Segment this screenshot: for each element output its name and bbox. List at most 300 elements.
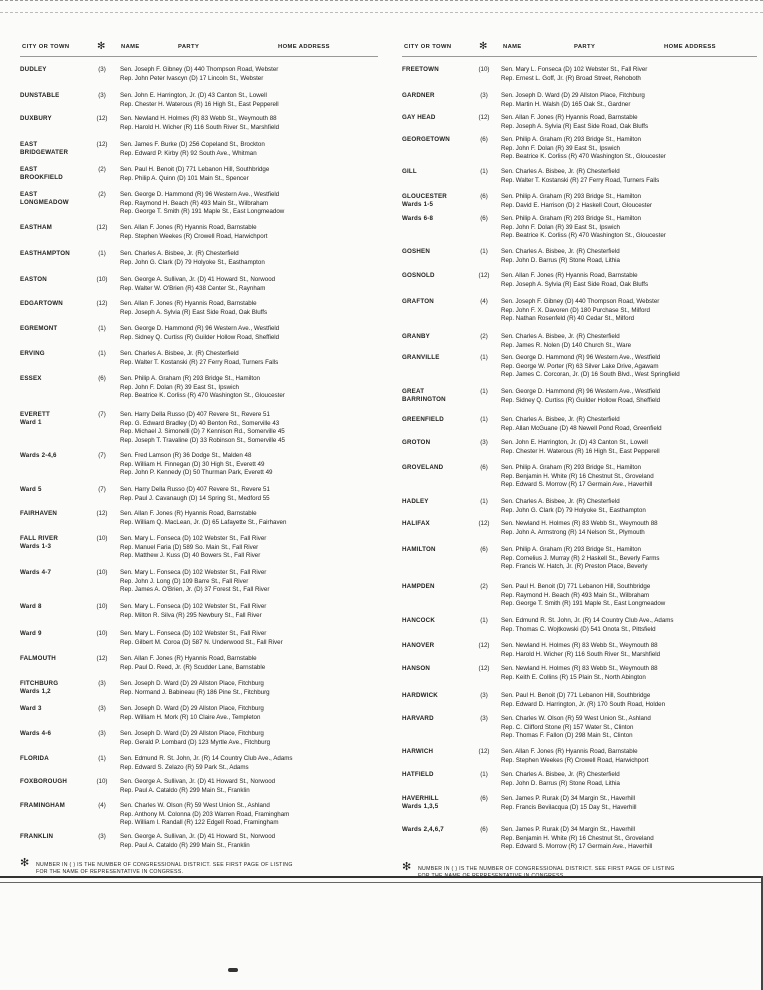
district-number: (6) — [480, 193, 488, 200]
legislator-list — [120, 166, 269, 183]
legislator-list — [120, 250, 265, 267]
district-number: (4) — [98, 802, 106, 809]
legislator-list — [501, 692, 665, 709]
legislator-line: Rep. Joseph A. Sylvia (R) East Side Road, Oak Bluffs — [501, 122, 649, 130]
legislator-line: Rep. Thomas F. Fallon (D) 298 Main St., Clinton — [501, 732, 633, 740]
town-name: HARDWICK — [402, 692, 438, 699]
legislator-list — [120, 569, 269, 595]
legislator-line: Sen. Edmund R. St. John, Jr. (R) 14 Country Club Ave., Adams — [120, 755, 293, 762]
legislator-list — [501, 272, 648, 289]
legislator-line: Rep. Benjamin H. White (R) 16 Chestnut St., Groveland — [501, 834, 654, 842]
town-name: Ward 5 — [20, 486, 42, 493]
left-column — [20, 41, 378, 875]
legislator-list — [501, 136, 666, 162]
district-number: (3) — [98, 705, 106, 712]
legislator-line: Sen. Joseph F. Gibney (D) 440 Thompson Road, Webster — [120, 66, 279, 73]
town-name: Wards 2-4,6 — [20, 452, 57, 459]
legislator-list — [501, 439, 660, 456]
town-name: DUDLEY — [20, 66, 47, 73]
header-rule — [402, 56, 757, 57]
town-name: HANSON — [402, 665, 431, 672]
legislator-line: Rep. Francis Bevilacqua (D) 15 Day St., Haverhill — [501, 803, 637, 811]
legislator-line: Sen. Charles A. Bisbee, Jr. (R) Chesterfield — [501, 416, 620, 423]
legislator-line: Sen. Charles A. Bisbee, Jr. (R) Chesterfield — [120, 250, 239, 257]
legislator-line: Rep. Matthew J. Kuss (D) 40 Bowers St., Fall River — [120, 552, 261, 560]
town-name: FRAMINGHAM — [20, 802, 65, 809]
district-number: (1) — [98, 755, 106, 762]
legislator-list — [501, 498, 646, 515]
footnote-text: NUMBER IN ( ) IS THE NUMBER OF CONGRESSIONAL DISTRICT. SEE FIRST PAGE OF LISTING FOR THE NAME OF REPRESENTATIVE IN CONGRESS. — [418, 866, 675, 879]
legislator-line: Sen. Newland H. Holmes (R) 83 Webb St., Weymouth 88 — [501, 642, 658, 649]
legislator-line: Rep. Edward S. Morrow (R) 17 Germain Ave., Haverhill — [501, 843, 653, 851]
legislator-line: Rep. Edward S. Zelazo (R) 59 Park St., Adams — [120, 763, 249, 771]
legislator-line: Sen. George D. Hammond (R) 96 Western Ave., Westfield — [120, 191, 280, 198]
legislator-list — [120, 510, 286, 527]
legislator-line: Sen. Newland H. Holmes (R) 83 Webb St., Weymouth 88 — [120, 115, 277, 122]
legislator-line: Sen. Paul H. Benoit (D) 771 Lebanon Hill, Southbridge — [501, 692, 651, 699]
header-city: CITY OR TOWN — [22, 44, 70, 50]
legislator-list — [120, 755, 293, 772]
legislator-line: Rep. Joseph A. Sylvia (R) East Side Road, Oak Bluffs — [120, 308, 268, 316]
district-number: (12) — [478, 114, 490, 121]
bottom-rule-secondary — [0, 882, 763, 883]
legislator-line: Sen. Mary L. Fonseca (D) 102 Webster St., Fall River — [120, 630, 267, 637]
town-name: ESSEX — [20, 375, 42, 382]
district-number: (2) — [98, 191, 106, 198]
legislator-list — [120, 276, 275, 293]
legislator-line: Rep. Manuel Faria (D) 589 So. Main St., Fall River — [120, 543, 259, 551]
district-number: (3) — [480, 715, 488, 722]
legislator-line: Sen. James P. Rurak (D) 34 Margin St., Haverhill — [501, 826, 635, 833]
legislator-line: Sen. Philip A. Graham (R) 293 Bridge St., Hamilton — [120, 375, 260, 382]
town-name: EDGARTOWN — [20, 300, 63, 307]
legislator-line: Sen. Joseph D. Ward (D) 29 Allston Place, Fitchburg — [120, 705, 264, 712]
district-number: (3) — [98, 66, 106, 73]
top-edge — [0, 0, 763, 17]
legislator-line: Sen. Charles A. Bisbee, Jr. (R) Chesterfield — [501, 168, 620, 175]
town-name: Wards 6-8 — [402, 215, 434, 222]
legislator-list — [120, 705, 264, 722]
legislator-line: Rep. James C. Corcoran, Jr. (D) 16 South Blvd., West Springfield — [501, 371, 680, 379]
legislator-list — [120, 300, 267, 317]
legislator-line: Rep. William I. Randall (R) 122 Edgell Road, Framingham — [120, 819, 279, 827]
district-number: (1) — [98, 250, 106, 257]
legislator-list — [501, 388, 660, 405]
town-name: EVERETT Ward 1 — [20, 411, 50, 426]
legislator-line: Rep. Beatrice K. Corliss (R) 470 Washington St., Gloucester — [501, 232, 666, 240]
legislator-line: Rep. Beatrice K. Corliss (R) 470 Washington St., Gloucester — [501, 153, 666, 161]
district-number: (6) — [480, 464, 488, 471]
town-name: FITCHBURG Wards 1,2 — [20, 680, 59, 695]
legislator-line: Sen. Charles A. Bisbee, Jr. (R) Chesterfield — [501, 333, 620, 340]
district-number: (12) — [96, 300, 108, 307]
top-edge-line — [0, 12, 763, 13]
legislator-list — [501, 464, 654, 490]
legislator-line: Sen. Philip A. Graham (R) 293 Bridge St., Hamilton — [501, 464, 641, 471]
legislator-line: Rep. Francis W. Hatch, Jr. (R) Preston Place, Beverly — [501, 563, 648, 571]
legislator-line: Rep. Raymond H. Beach (R) 493 Main St., Wilbraham — [501, 591, 650, 599]
town-name: Ward 9 — [20, 630, 42, 637]
district-number: (6) — [480, 215, 488, 222]
footnote-star-icon: ✻ — [20, 857, 30, 869]
legislator-line: Rep. Benjamin H. White (R) 16 Chestnut St., Groveland — [501, 472, 654, 480]
legislator-line: Rep. William Q. MacLean, Jr. (D) 65 Lafayette St., Fairhaven — [120, 518, 287, 526]
legislator-line: Rep. Joseph A. Sylvia (R) East Side Road, Oak Bluffs — [501, 280, 649, 288]
legislator-line: Rep. Joseph T. Travaline (D) 33 Robinson St., Somerville 45 — [120, 436, 285, 444]
legislator-line: Sen. Joseph F. Gibney (D) 440 Thompson Road, Webster — [501, 298, 660, 305]
legislator-line: Rep. John Peter Ivascyn (D) 17 Lincoln St., Webster — [120, 74, 264, 82]
legislator-line: Sen. John E. Harrington, Jr. (D) 43 Canton St., Lowell — [501, 439, 648, 446]
legislator-line: Rep. Edward P. Kirby (R) 92 South Ave., Whitman — [120, 149, 257, 157]
legislator-line: Rep. John F. Dolan (R) 39 East St., Ipswich — [501, 223, 620, 231]
district-number: (6) — [480, 826, 488, 833]
legislator-list — [501, 168, 659, 185]
legislator-list — [501, 826, 654, 852]
town-name: FRANKLIN — [20, 833, 54, 840]
left-column-header — [20, 41, 378, 58]
legislator-line: Rep. Sidney Q. Curtiss (R) Guilder Hollow Road, Sheffield — [501, 396, 661, 404]
district-number: (1) — [480, 388, 488, 395]
legislator-line: Sen. Allan F. Jones (R) Hyannis Road, Barnstable — [120, 300, 257, 307]
legislator-list — [120, 350, 278, 367]
legislator-line: Sen. James P. Rurak (D) 34 Margin St., Haverhill — [501, 795, 635, 802]
town-name: HAMILTON — [402, 546, 436, 553]
legislator-line: Rep. James A. O'Brien, Jr. (D) 37 Forest St., Fall River — [120, 586, 270, 594]
district-number: (7) — [98, 411, 106, 418]
town-name: HARVARD — [402, 715, 434, 722]
legislator-line: Sen. Joseph D. Ward (D) 29 Allston Place, Fitchburg — [120, 680, 264, 687]
legislator-line: Sen. Newland H. Holmes (R) 83 Webb St., Weymouth 88 — [501, 665, 658, 672]
town-name: GREENFIELD — [402, 416, 444, 423]
legislator-line: Rep. Gerald P. Lombard (D) 123 Myrtle Ave., Fitchburg — [120, 738, 271, 746]
district-number: (1) — [480, 771, 488, 778]
district-number: (1) — [480, 354, 488, 361]
legislator-list — [120, 486, 270, 503]
district-number: (1) — [480, 498, 488, 505]
legislator-line: Sen. George A. Sullivan, Jr. (D) 41 Howard St., Norwood — [120, 778, 276, 785]
legislator-line: Rep. George W. Porter (R) 63 Silver Lake Drive, Agawam — [501, 362, 659, 370]
district-number: (2) — [480, 583, 488, 590]
district-number: (12) — [478, 272, 490, 279]
legislator-list — [501, 771, 620, 788]
district-number: (3) — [480, 692, 488, 699]
legislator-line: Rep. John A. Armstrong (R) 14 Nelson St., Plymouth — [501, 528, 645, 536]
legislator-list — [501, 298, 659, 324]
legislator-line: Rep. G. Edward Bradley (D) 40 Benton Rd., Somerville 43 — [120, 419, 280, 427]
legislator-line: Sen. Harry Della Russo (D) 407 Revere St., Revere 51 — [120, 486, 270, 493]
town-name: GOSNOLD — [402, 272, 435, 279]
legislator-line: Rep. Raymond H. Beach (R) 493 Main St., Wilbraham — [120, 199, 269, 207]
legislator-list — [120, 325, 279, 342]
legislator-line: Rep. William H. Finnegan (D) 30 High St., Everett 49 — [120, 460, 265, 468]
legislator-line: Sen. Mary L. Fonseca (D) 102 Webster St., Fall River — [120, 535, 267, 542]
legislator-line: Rep. John G. Clark (D) 79 Holyoke St., Easthampton — [120, 258, 265, 266]
town-name: FREETOWN — [402, 66, 439, 73]
legislator-list — [501, 546, 660, 572]
legislator-line: Sen. Charles A. Bisbee, Jr. (R) Chesterfield — [501, 771, 620, 778]
legislator-list — [120, 778, 275, 795]
legislator-line: Rep. Milton R. Silva (R) 295 Newbury St., Fall River — [120, 611, 262, 619]
header-party: PARTY — [574, 44, 596, 50]
town-name: HALIFAX — [402, 520, 430, 527]
legislator-line: Rep. Paul D. Reed, Jr. (R) Scudder Lane, Barnstable — [120, 663, 266, 671]
town-name: HANCOCK — [402, 617, 436, 624]
legislator-list — [501, 795, 637, 812]
legislator-line: Rep. Paul A. Cataldo (R) 299 Main St., Franklin — [120, 786, 250, 794]
legislator-list — [120, 630, 283, 647]
legislator-line: Sen. Charles W. Olson (R) 59 West Union St., Ashland — [501, 715, 651, 722]
legislator-line: Sen. George D. Hammond (R) 96 Western Ave., Westfield — [501, 388, 661, 395]
town-name: GAY HEAD — [402, 114, 436, 121]
legislator-list — [120, 92, 279, 109]
legislator-line: Rep. Anthony M. Colonna (D) 203 Warren Road, Framingham — [120, 810, 290, 818]
legislator-line: Rep. John P. Kennedy (D) 50 Thurman Park, Everett 49 — [120, 469, 273, 477]
legislator-line: Sen. Charles A. Bisbee, Jr. (R) Chesterfield — [501, 248, 620, 255]
footnote-star-icon: ✻ — [402, 861, 412, 873]
legislator-line: Sen. Fred Lamson (R) 36 Dodge St., Malden 48 — [120, 452, 252, 459]
district-number: (4) — [480, 298, 488, 305]
legislator-line: Rep. Beatrice K. Corliss (R) 470 Washington St., Gloucester — [120, 392, 285, 400]
legislator-line: Sen. George A. Sullivan, Jr. (D) 41 Howard St., Norwood — [120, 276, 276, 283]
legislator-line: Sen. George D. Hammond (R) 96 Western Ave., Westfield — [501, 354, 661, 361]
legislator-line: Rep. Allan McGuane (D) 48 Newell Pond Road, Greenfield — [501, 424, 662, 432]
header-star-icon: ✻ — [479, 41, 488, 52]
town-name: EAST BRIDGEWATER — [20, 141, 69, 156]
legislator-line: Rep. Philip A. Quinn (D) 101 Main St., Spencer — [120, 174, 249, 182]
legislator-line: Rep. John J. Long (D) 109 Barre St., Fall River — [120, 577, 249, 585]
legislator-line: Rep. Walter W. O'Brien (R) 438 Center St., Raynham — [120, 284, 266, 292]
right-column — [402, 41, 757, 879]
district-number: (10) — [96, 276, 108, 283]
legislator-list — [120, 191, 284, 217]
legislator-line: Sen. Allan F. Jones (R) Hyannis Road, Barnstable — [501, 748, 638, 755]
town-name: GREAT BARRINGTON — [402, 388, 446, 403]
town-name: Wards 4-6 — [20, 730, 52, 737]
legislator-line: Sen. John E. Harrington, Jr. (D) 43 Canton St., Lowell — [120, 92, 267, 99]
legislator-line: Rep. Paul A. Cataldo (R) 299 Main St., Franklin — [120, 841, 250, 849]
legislator-line: Sen. Philip A. Graham (R) 293 Bridge St., Hamilton — [501, 546, 641, 553]
district-number: (12) — [478, 665, 490, 672]
district-number: (12) — [96, 141, 108, 148]
legislator-line: Rep. Edward S. Morrow (R) 17 Germain Ave., Haverhill — [501, 481, 653, 489]
town-name: DUNSTABLE — [20, 92, 60, 99]
district-number: (2) — [98, 166, 106, 173]
legislator-list — [120, 535, 266, 561]
legislator-list — [120, 452, 272, 478]
district-number: (3) — [480, 92, 488, 99]
district-number: (12) — [96, 224, 108, 231]
legislator-list — [501, 715, 651, 741]
legislator-list — [120, 141, 265, 158]
legislator-line: Rep. Sidney Q. Curtiss (R) Guilder Hollow Road, Sheffield — [120, 333, 280, 341]
district-number: (1) — [480, 416, 488, 423]
town-name: Ward 8 — [20, 603, 42, 610]
legislator-line: Rep. Keith E. Collins (R) 15 Plain St., North Abington — [501, 673, 646, 681]
legislator-line: Sen. Mary L. Fonseca (D) 102 Webster St., Fall River — [501, 66, 648, 73]
legislator-list — [120, 603, 266, 620]
town-name: EAST BROOKFIELD — [20, 166, 63, 181]
legislator-line: Sen. Charles A. Bisbee, Jr. (R) Chesterfield — [501, 498, 620, 505]
legislator-line: Rep. Nathan Rosenfeld (R) 40 Cedar St., Milford — [501, 315, 635, 323]
legislator-list — [501, 333, 631, 350]
header-address: HOME ADDRESS — [664, 44, 716, 50]
legislator-list — [120, 802, 289, 828]
legislator-line: Sen. James F. Burke (D) 256 Copeland St., Brockton — [120, 141, 265, 148]
town-name: Wards 4-7 — [20, 569, 52, 576]
district-number: (3) — [98, 680, 106, 687]
district-number: (3) — [98, 730, 106, 737]
legislator-list — [120, 224, 267, 241]
header-star-icon: ✻ — [97, 41, 106, 52]
town-name: Ward 3 — [20, 705, 42, 712]
district-number: (6) — [480, 795, 488, 802]
town-name: GRAFTON — [402, 298, 434, 305]
town-name: GEORGETOWN — [402, 136, 450, 143]
district-number: (2) — [480, 333, 488, 340]
district-number: (12) — [96, 115, 108, 122]
legislator-line: Rep. Stephen Weekes (R) Crowell Road, Harwichport — [120, 232, 268, 240]
legislator-line: Rep. Stephen Weekes (R) Crowell Road, Harwichport — [501, 756, 649, 764]
legislator-line: Sen. Philip A. Graham (R) 293 Bridge St., Hamilton — [501, 136, 641, 143]
legislator-line: Rep. John G. Clark (D) 79 Holyoke St., Easthampton — [501, 506, 646, 514]
header-party: PARTY — [178, 44, 200, 50]
legislator-list — [501, 583, 665, 609]
legislator-list — [501, 92, 645, 109]
legislator-list — [501, 66, 647, 83]
legislator-list — [501, 416, 662, 433]
district-number: (6) — [480, 136, 488, 143]
legislator-line: Rep. Chester H. Waterous (R) 16 High St., East Pepperell — [501, 447, 660, 455]
legislator-line: Rep. John F. X. Davoren (D) 180 Purchase St., Milford — [501, 306, 650, 314]
legislator-line: Rep. James R. Nolen (D) 140 Church St., Ware — [501, 341, 632, 349]
legislator-line: Rep. Martin H. Walsh (D) 165 Oak St., Gardner — [501, 100, 631, 108]
town-name: EAST LONGMEADOW — [20, 191, 69, 206]
town-name: EASTHAM — [20, 224, 52, 231]
legislator-line: Rep. John F. Dolan (R) 39 East St., Ipswich — [120, 383, 239, 391]
district-number: (10) — [96, 778, 108, 785]
legislator-line: Sen. George D. Hammond (R) 96 Western Ave., Westfield — [120, 325, 280, 332]
legislator-line: Sen. Edmund R. St. John, Jr. (R) 14 Country Club Ave., Adams — [501, 617, 674, 624]
town-name: FOXBOROUGH — [20, 778, 68, 785]
legislator-list — [501, 748, 648, 765]
legislator-line: Sen. Harry Della Russo (D) 407 Revere St., Revere 51 — [120, 411, 270, 418]
legislator-list — [120, 115, 279, 132]
legislator-line: Sen. George A. Sullivan, Jr. (D) 41 Howard St., Norwood — [120, 833, 276, 840]
legislator-list — [120, 833, 275, 850]
legislator-line: Rep. John D. Barrus (R) Stone Road, Lithia — [501, 779, 620, 787]
town-name: Wards 2,4,6,7 — [402, 826, 444, 833]
legislator-line: Rep. Edward D. Harrington, Jr. (R) 170 South Road, Holden — [501, 700, 666, 708]
legislator-line: Sen. Newland H. Holmes (R) 83 Webb St., Weymouth 88 — [501, 520, 658, 527]
district-number: (12) — [96, 510, 108, 517]
district-number: (3) — [480, 439, 488, 446]
town-name: HADLEY — [402, 498, 429, 505]
legislator-line: Rep. Michael J. Simonelli (D) 7 Kennison Rd., Somerville 45 — [120, 428, 285, 436]
district-number: (12) — [478, 520, 490, 527]
district-number: (7) — [98, 486, 106, 493]
legislator-line: Rep. George T. Smith (R) 191 Maple St., East Longmeadow — [120, 208, 285, 216]
legislator-line: Sen. Mary L. Fonseca (D) 102 Webster St., Fall River — [120, 569, 267, 576]
district-number: (7) — [98, 452, 106, 459]
district-number: (12) — [96, 655, 108, 662]
town-name: GRANVILLE — [402, 354, 440, 361]
legislator-line: Rep. William H. Mork (R) 10 Claire Ave., Templeton — [120, 713, 261, 721]
legislator-line: Sen. Philip A. Graham (R) 293 Bridge St., Hamilton — [501, 215, 641, 222]
legislator-list — [501, 617, 674, 634]
town-name: FAIRHAVEN — [20, 510, 58, 517]
town-name: EGREMONT — [20, 325, 58, 332]
town-name: GILL — [402, 168, 417, 175]
district-number: (1) — [480, 168, 488, 175]
district-number: (1) — [98, 325, 106, 332]
town-name: HANOVER — [402, 642, 435, 649]
town-name: HAVERHILL Wards 1,3,5 — [402, 795, 439, 810]
town-name: GROTON — [402, 439, 431, 446]
header-address: HOME ADDRESS — [278, 44, 330, 50]
legislator-line: Rep. Thomas C. Wojtkowski (D) 541 Onota St., Pittsfield — [501, 625, 656, 633]
legislator-line: Rep. John D. Barrus (R) Stone Road, Lithia — [501, 256, 620, 264]
town-name: GLOUCESTER Wards 1-5 — [402, 193, 447, 208]
town-name: HATFIELD — [402, 771, 434, 778]
town-name: FALL RIVER Wards 1-3 — [20, 535, 58, 550]
legislator-line: Rep. George T. Smith (R) 191 Maple St., East Longmeadow — [501, 600, 666, 608]
legislator-line: Rep. Cornelius J. Murray (R) 2 Haskell St., Beverly Farms — [501, 554, 660, 562]
header-rule — [20, 56, 378, 57]
legislator-line: Rep. John F. Dolan (R) 39 East St., Ipswich — [501, 144, 620, 152]
legislator-line: Sen. Paul H. Benoit (D) 771 Lebanon Hill, Southbridge — [501, 583, 651, 590]
district-number: (12) — [478, 642, 490, 649]
legislator-line: Rep. Ernest L. Goff, Jr. (R) Broad Street, Rehoboth — [501, 74, 641, 82]
town-name: HARWICH — [402, 748, 434, 755]
district-number: (1) — [98, 350, 106, 357]
district-number: (3) — [98, 833, 106, 840]
legislator-line: Rep. Paul J. Cavanaugh (D) 14 Spring St., Medford 55 — [120, 494, 270, 502]
town-name: GOSHEN — [402, 248, 431, 255]
legislator-line: Rep. Normand J. Babineau (R) 186 Pine St., Fitchburg — [120, 688, 270, 696]
district-number: (10) — [96, 603, 108, 610]
town-name: FLORIDA — [20, 755, 49, 762]
header-city: CITY OR TOWN — [404, 44, 452, 50]
town-name: HAMPDEN — [402, 583, 435, 590]
legislator-line: Sen. Charles A. Bisbee, Jr. (R) Chesterfield — [120, 350, 239, 357]
legislator-line: Sen. Joseph D. Ward (D) 29 Allston Place, Fitchburg — [120, 730, 264, 737]
legislator-line: Rep. Harold H. Wicher (R) 116 South River St., Marshfield — [501, 650, 661, 658]
district-number: (3) — [98, 92, 106, 99]
legislator-line: Rep. Chester H. Waterous (R) 16 High St., East Pepperell — [120, 100, 279, 108]
district-number: (10) — [96, 630, 108, 637]
legislator-line: Sen. Mary L. Fonseca (D) 102 Webster St., Fall River — [120, 603, 267, 610]
legislator-line: Sen. Paul H. Benoit (D) 771 Lebanon Hill, Southbridge — [120, 166, 270, 173]
ink-smudge — [228, 968, 238, 972]
legislator-line: Rep. David E. Harrison (D) 2 Haskell Court, Gloucester — [501, 201, 652, 209]
bottom-rule — [0, 876, 763, 878]
legislator-line: Sen. Charles W. Olson (R) 59 West Union St., Ashland — [120, 802, 270, 809]
legislator-list — [120, 66, 278, 83]
right-column-header — [402, 41, 757, 58]
legislator-list — [501, 642, 660, 659]
legislator-list — [501, 354, 680, 380]
legislator-line: Sen. Allan F. Jones (R) Hyannis Road, Barnstable — [501, 272, 638, 279]
district-number: (1) — [480, 248, 488, 255]
town-name: EASTHAMPTON — [20, 250, 70, 257]
legislator-line: Rep. Walter T. Kostanski (R) 27 Ferry Road, Turners Falls — [501, 176, 660, 184]
legislator-list — [120, 411, 285, 445]
footnote-text: NUMBER IN ( ) IS THE NUMBER OF CONGRESSIONAL DISTRICT. SEE FIRST PAGE OF LISTING FOR THE NAME OF REPRESENTATIVE IN CONGRESS. — [36, 862, 293, 875]
legislator-list — [501, 114, 648, 131]
town-name: EASTON — [20, 276, 47, 283]
town-name: DUXBURY — [20, 115, 52, 122]
header-name: NAME — [503, 44, 522, 50]
